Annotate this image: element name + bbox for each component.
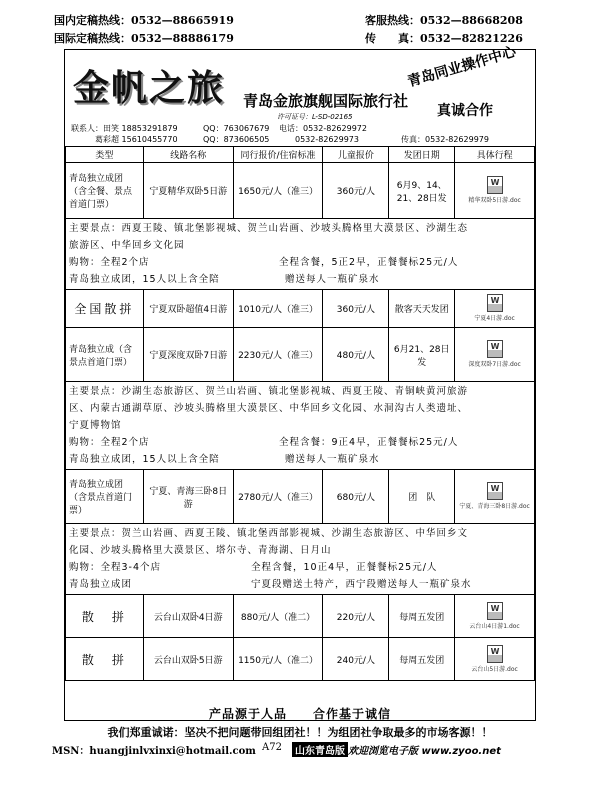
tour-date: 散客天天发团 — [389, 290, 455, 328]
doc-filename: 云台山5日游.doc — [471, 665, 518, 673]
itinerary-doc-link[interactable] — [455, 638, 535, 681]
contact-tian-qq: QQ：763067679 — [203, 124, 270, 133]
page-number: A72 — [262, 742, 282, 753]
tour-type: 散 拼 — [66, 638, 144, 681]
tour-child-price: 240元/人 — [323, 638, 389, 681]
word-doc-icon — [487, 294, 503, 312]
msn-contact: MSN：huangjinlvxinxi@hotmail.com — [52, 746, 256, 757]
tour-sights: 宁夏博物馆 — [69, 420, 122, 431]
tour-shopping: 购物：全程2个店 — [69, 437, 150, 448]
itinerary-doc-link[interactable] — [455, 328, 535, 382]
tour-type: 青岛独立成团（含景点首道门票） — [66, 470, 144, 524]
contact-phone: 电话：0532-82629972 — [279, 124, 367, 133]
table-row — [66, 638, 535, 681]
tour-gift: 赠送每人一瓶矿泉水 — [285, 454, 380, 465]
tour-meals: 全程含餐，5正2早，正餐餐标25元/人 — [279, 257, 459, 268]
doc-filename: 云台山4日游1.doc — [469, 622, 520, 630]
tour-details — [66, 219, 535, 290]
col-itinerary: 具体行程 — [455, 147, 535, 163]
table-row-details — [66, 219, 535, 290]
page-footer — [52, 742, 552, 756]
tour-type: 青岛独立成（含景点首道门票） — [66, 328, 144, 382]
word-doc-icon — [487, 482, 503, 500]
table-row-details — [66, 524, 535, 595]
tour-price: 1150元/人（准二） — [233, 638, 323, 681]
itinerary-doc-link[interactable] — [455, 290, 535, 328]
tour-date: 团 队 — [389, 470, 455, 524]
col-type: 类型 — [66, 147, 144, 163]
page-frame — [64, 44, 536, 721]
service-promise: 我们郑重诚诺：坚决不把问题带回组团社！！为组团社争取最多的市场客源！！ — [107, 726, 493, 739]
doc-filename: 宁夏4日游.doc — [474, 315, 515, 322]
contact-ge-qq: QQ：873606505 — [203, 135, 270, 144]
tour-sights: 主要景点：沙湖生态旅游区、贺兰山岩画、镇北堡影视城、西夏王陵、青铜峡黄河旅游 — [69, 386, 469, 397]
table-row — [66, 290, 535, 328]
word-doc-icon — [487, 340, 503, 358]
tour-route: 宁夏深度双卧7日游 — [143, 328, 233, 382]
table-header-row — [66, 147, 535, 163]
tour-child-price: 220元/人 — [323, 595, 389, 638]
itinerary-doc-link[interactable] — [455, 595, 535, 638]
tour-date: 6月9、14、21、28日发 — [389, 163, 455, 219]
tour-group: 青岛独立成团 — [69, 579, 133, 590]
tour-route: 宁夏、青海三卧8日游 — [143, 470, 233, 524]
tour-group: 青岛独立成团，15人以上含全陪 — [69, 274, 220, 285]
table-row — [66, 595, 535, 638]
tour-gift: 赠送每人一瓶矿泉水 — [285, 274, 380, 285]
tour-gift: 宁夏段赠送土特产，西宁段赠送每人一瓶矿泉水 — [251, 579, 472, 590]
col-child-price: 儿童报价 — [323, 147, 389, 163]
tour-child-price: 480元/人 — [323, 328, 389, 382]
tour-details — [66, 524, 535, 595]
edition-badge: 山东青岛版 — [292, 742, 348, 757]
table-row — [66, 163, 535, 219]
word-doc-icon — [487, 645, 503, 663]
agency-name: 青岛金旅旗舰国际旅行社 — [243, 92, 409, 110]
tour-price: 2780元/人（准三） — [233, 470, 323, 524]
tour-route: 宁夏精华双卧5日游 — [143, 163, 233, 219]
tour-type: 全国散拼 — [66, 290, 144, 328]
slogan-cooperation: 真诚合作 — [437, 103, 493, 119]
word-doc-icon — [487, 602, 503, 620]
tour-group: 青岛独立成团，15人以上含全陪 — [69, 454, 220, 465]
tour-child-price: 360元/人 — [323, 163, 389, 219]
tour-sights: 化园、沙坡头腾格里大漠景区、塔尔寺、青海湖、日月山 — [69, 545, 332, 556]
itinerary-doc-link[interactable] — [455, 470, 535, 524]
tour-route: 云台山双卧5日游 — [143, 638, 233, 681]
tour-price: 1650元/人（准三） — [233, 163, 323, 219]
tour-route: 宁夏双卧超值4日游 — [143, 290, 233, 328]
doc-filename: 精华双卧5日游.doc — [468, 197, 521, 204]
agency-header — [65, 44, 535, 146]
doc-filename: 宁夏、青海三卧8日游.doc — [459, 503, 530, 510]
doc-filename: 深度双卧7日游.doc — [468, 361, 521, 368]
table-row — [66, 328, 535, 382]
tour-child-price: 680元/人 — [323, 470, 389, 524]
tour-sights: 旅游区、中华回乡文化园 — [69, 240, 185, 251]
tour-price: 880元/人（准二） — [233, 595, 323, 638]
col-route: 线路名称 — [143, 147, 233, 163]
tour-price: 2230元/人（准三） — [233, 328, 323, 382]
brand-logo: 金帆之旅 — [73, 67, 226, 109]
contact-tian: 联系人：田笑 18853291879 — [71, 124, 178, 133]
tour-sights: 主要景点：贺兰山岩画、西夏王陵、镇北堡西部影视城、沙湖生态旅游区、中华回乡文 — [69, 528, 469, 539]
tour-route: 云台山双卧4日游 — [143, 595, 233, 638]
contact-phone-2: 0532-82629973 — [295, 135, 359, 144]
tour-details — [66, 382, 535, 470]
contact-ge: 葛彩超 15610455770 — [95, 135, 178, 144]
tour-sights: 区、内蒙古通湖草原、沙坡头腾格里大漠景区、中华回乡文化园、水洞沟古人类遗址、 — [69, 403, 469, 414]
table-row — [66, 470, 535, 524]
license-number: 许可证号：L-SD-02165 — [277, 113, 353, 121]
contact-fax: 传真：0532-82629979 — [401, 135, 489, 144]
word-doc-icon — [487, 176, 503, 194]
tour-type: 散 拼 — [66, 595, 144, 638]
domestic-hotline: 国内定稿热线：0532—88665919 — [54, 14, 234, 27]
col-price: 同行报价/住宿标准 — [233, 147, 323, 163]
fax-number: 传 真：0532—82821226 — [365, 32, 523, 45]
service-hotline: 客服热线：0532—88668208 — [365, 14, 523, 27]
tour-date: 每周五发团 — [389, 638, 455, 681]
tour-meals: 全程含餐，10正4早，正餐餐标25元/人 — [251, 562, 438, 573]
tour-table — [65, 146, 535, 681]
tour-date: 6月21、28日发 — [389, 328, 455, 382]
tour-child-price: 360元/人 — [323, 290, 389, 328]
tour-sights: 主要景点：西夏王陵、镇北堡影视城、贺兰山岩画、沙坡头腾格里大漠景区、沙湖生态 — [69, 223, 469, 234]
company-motto: 产品源于人品 合作基于诚信 — [208, 707, 391, 721]
slogan-operation-center: 青岛同业操作中心 — [405, 44, 518, 91]
tour-type: 青岛独立成团（含全餐、景点首道门票） — [66, 163, 144, 219]
hotlines-bar — [50, 8, 545, 48]
tour-date: 每周五发团 — [389, 595, 455, 638]
tour-meals: 全程含餐：9正4早，正餐餐标25元/人 — [279, 437, 459, 448]
table-row-details — [66, 382, 535, 470]
international-hotline: 国际定稿热线：0532—88886179 — [54, 32, 234, 45]
contact-info — [71, 123, 531, 145]
tour-price: 1010元/人（准三） — [233, 290, 323, 328]
tour-shopping: 购物：全程2个店 — [69, 257, 150, 268]
tour-shopping: 购物：全程3-4个店 — [69, 562, 162, 573]
itinerary-doc-link[interactable] — [455, 163, 535, 219]
website-link[interactable]: 欢迎浏览电子版 www.zyoo.net — [348, 746, 501, 757]
col-date: 发团日期 — [389, 147, 455, 163]
